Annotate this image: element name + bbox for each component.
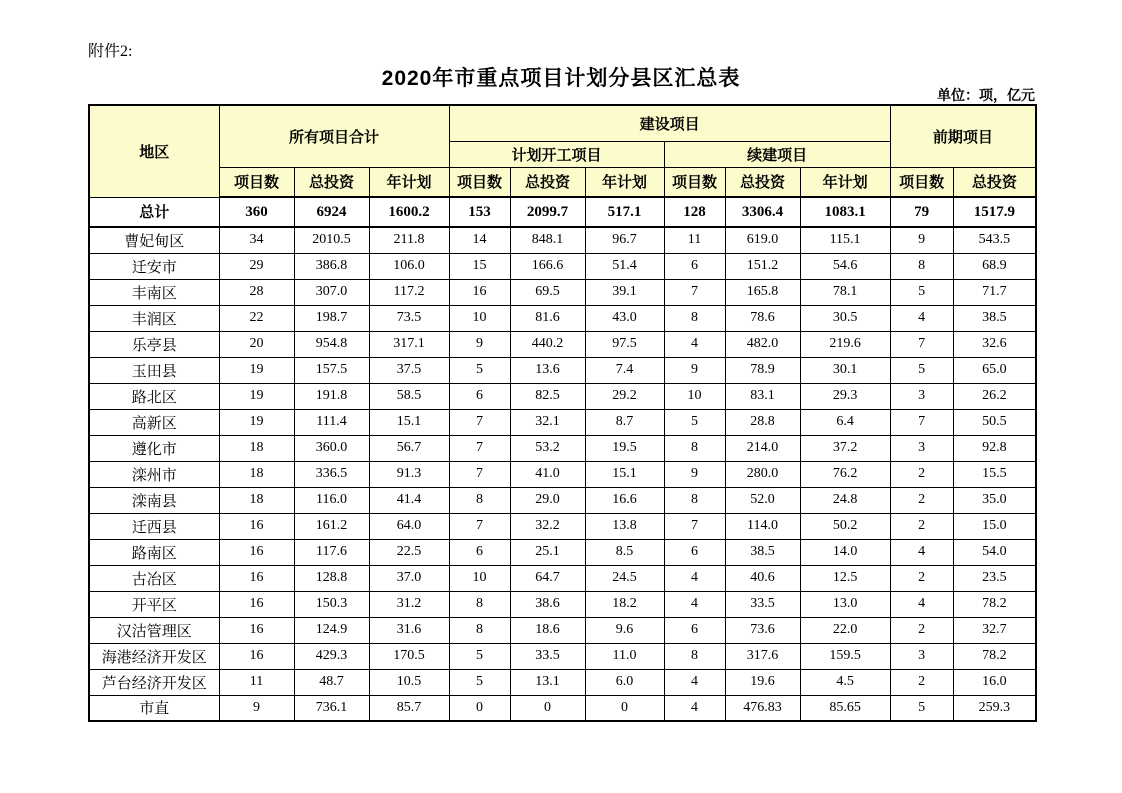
col-header-total-investment: 总投资 <box>725 167 800 197</box>
col-header-continued-projects: 续建项目 <box>664 141 890 167</box>
value-cell: 41.4 <box>369 487 449 513</box>
value-cell: 53.2 <box>510 435 585 461</box>
region-cell: 迁安市 <box>89 253 219 279</box>
value-cell: 13.0 <box>800 591 890 617</box>
table-row <box>89 487 1036 513</box>
value-cell: 4 <box>890 305 953 331</box>
value-cell: 41.0 <box>510 461 585 487</box>
value-cell: 24.8 <box>800 487 890 513</box>
table-row <box>89 669 1036 695</box>
value-cell: 11.0 <box>585 643 664 669</box>
col-header-project-count: 项目数 <box>890 167 953 197</box>
value-cell: 32.7 <box>953 617 1036 643</box>
table-row <box>89 617 1036 643</box>
value-cell: 68.9 <box>953 253 1036 279</box>
value-cell: 259.3 <box>953 695 1036 721</box>
value-cell: 2 <box>890 565 953 591</box>
value-cell: 6 <box>449 383 510 409</box>
value-cell: 8 <box>449 591 510 617</box>
value-cell: 8 <box>890 253 953 279</box>
value-cell: 16 <box>219 565 294 591</box>
value-cell: 9 <box>664 461 725 487</box>
value-cell: 2 <box>890 513 953 539</box>
value-cell: 4 <box>664 695 725 721</box>
col-header-project-count: 项目数 <box>449 167 510 197</box>
value-cell: 19 <box>219 357 294 383</box>
value-cell: 73.6 <box>725 617 800 643</box>
value-cell: 157.5 <box>294 357 369 383</box>
value-cell: 8 <box>449 487 510 513</box>
value-cell: 16 <box>219 513 294 539</box>
value-cell: 8 <box>664 643 725 669</box>
col-header-annual-plan: 年计划 <box>369 167 449 197</box>
value-cell: 166.6 <box>510 253 585 279</box>
value-cell: 37.0 <box>369 565 449 591</box>
col-header-project-count: 项目数 <box>664 167 725 197</box>
value-cell: 52.0 <box>725 487 800 513</box>
value-cell: 28 <box>219 279 294 305</box>
value-cell: 33.5 <box>510 643 585 669</box>
value-cell: 0 <box>449 695 510 721</box>
col-header-annual-plan: 年计划 <box>800 167 890 197</box>
region-cell: 丰润区 <box>89 305 219 331</box>
value-cell: 78.2 <box>953 591 1036 617</box>
col-header-annual-plan: 年计划 <box>585 167 664 197</box>
value-cell: 619.0 <box>725 227 800 253</box>
value-cell: 69.5 <box>510 279 585 305</box>
value-cell: 1083.1 <box>800 197 890 227</box>
value-cell: 111.4 <box>294 409 369 435</box>
value-cell: 848.1 <box>510 227 585 253</box>
value-cell: 78.1 <box>800 279 890 305</box>
value-cell: 78.9 <box>725 357 800 383</box>
value-cell: 18.6 <box>510 617 585 643</box>
value-cell: 9 <box>449 331 510 357</box>
value-cell: 211.8 <box>369 227 449 253</box>
table-row <box>89 591 1036 617</box>
value-cell: 151.2 <box>725 253 800 279</box>
value-cell: 85.65 <box>800 695 890 721</box>
value-cell: 7 <box>664 279 725 305</box>
value-cell: 13.1 <box>510 669 585 695</box>
table-row <box>89 305 1036 331</box>
col-header-preliminary-projects: 前期项目 <box>890 105 1036 167</box>
value-cell: 4.5 <box>800 669 890 695</box>
value-cell: 14 <box>449 227 510 253</box>
region-cell: 古冶区 <box>89 565 219 591</box>
value-cell: 51.4 <box>585 253 664 279</box>
value-cell: 78.6 <box>725 305 800 331</box>
value-cell: 386.8 <box>294 253 369 279</box>
value-cell: 91.3 <box>369 461 449 487</box>
table-row <box>89 695 1036 721</box>
value-cell: 10 <box>449 305 510 331</box>
value-cell: 1517.9 <box>953 197 1036 227</box>
value-cell: 32.2 <box>510 513 585 539</box>
region-cell: 市直 <box>89 695 219 721</box>
value-cell: 73.5 <box>369 305 449 331</box>
value-cell: 2099.7 <box>510 197 585 227</box>
region-cell: 路北区 <box>89 383 219 409</box>
value-cell: 65.0 <box>953 357 1036 383</box>
value-cell: 4 <box>664 591 725 617</box>
value-cell: 5 <box>449 643 510 669</box>
value-cell: 22.5 <box>369 539 449 565</box>
value-cell: 2 <box>890 617 953 643</box>
value-cell: 35.0 <box>953 487 1036 513</box>
value-cell: 79 <box>890 197 953 227</box>
value-cell: 8.7 <box>585 409 664 435</box>
value-cell: 7 <box>449 409 510 435</box>
value-cell: 159.5 <box>800 643 890 669</box>
value-cell: 307.0 <box>294 279 369 305</box>
value-cell: 37.2 <box>800 435 890 461</box>
table-row <box>89 331 1036 357</box>
region-cell: 总计 <box>89 197 219 227</box>
value-cell: 19 <box>219 383 294 409</box>
value-cell: 40.6 <box>725 565 800 591</box>
value-cell: 97.5 <box>585 331 664 357</box>
region-cell: 开平区 <box>89 591 219 617</box>
value-cell: 38.5 <box>725 539 800 565</box>
table-row <box>89 539 1036 565</box>
total-row <box>89 197 1036 227</box>
table-row <box>89 253 1036 279</box>
value-cell: 38.6 <box>510 591 585 617</box>
value-cell: 15.0 <box>953 513 1036 539</box>
value-cell: 429.3 <box>294 643 369 669</box>
value-cell: 1600.2 <box>369 197 449 227</box>
value-cell: 476.83 <box>725 695 800 721</box>
value-cell: 38.5 <box>953 305 1036 331</box>
value-cell: 360 <box>219 197 294 227</box>
value-cell: 50.2 <box>800 513 890 539</box>
value-cell: 198.7 <box>294 305 369 331</box>
value-cell: 115.1 <box>800 227 890 253</box>
value-cell: 153 <box>449 197 510 227</box>
value-cell: 117.2 <box>369 279 449 305</box>
region-cell: 玉田县 <box>89 357 219 383</box>
value-cell: 3306.4 <box>725 197 800 227</box>
value-cell: 280.0 <box>725 461 800 487</box>
value-cell: 33.5 <box>725 591 800 617</box>
value-cell: 64.7 <box>510 565 585 591</box>
value-cell: 9 <box>890 227 953 253</box>
value-cell: 15.1 <box>585 461 664 487</box>
unit-note: 单位：项，亿元 <box>937 87 1035 103</box>
value-cell: 5 <box>449 669 510 695</box>
value-cell: 31.2 <box>369 591 449 617</box>
value-cell: 7 <box>449 461 510 487</box>
value-cell: 82.5 <box>510 383 585 409</box>
value-cell: 18 <box>219 487 294 513</box>
value-cell: 19.5 <box>585 435 664 461</box>
table-row <box>89 357 1036 383</box>
col-header-total-investment: 总投资 <box>953 167 1036 197</box>
value-cell: 440.2 <box>510 331 585 357</box>
value-cell: 32.1 <box>510 409 585 435</box>
value-cell: 56.7 <box>369 435 449 461</box>
value-cell: 16 <box>449 279 510 305</box>
value-cell: 7 <box>449 513 510 539</box>
value-cell: 8.5 <box>585 539 664 565</box>
col-header-total-investment: 总投资 <box>294 167 369 197</box>
table-row <box>89 279 1036 305</box>
value-cell: 13.8 <box>585 513 664 539</box>
table-row <box>89 565 1036 591</box>
value-cell: 64.0 <box>369 513 449 539</box>
value-cell: 191.8 <box>294 383 369 409</box>
value-cell: 4 <box>890 539 953 565</box>
table-row <box>89 435 1036 461</box>
value-cell: 128 <box>664 197 725 227</box>
value-cell: 16 <box>219 539 294 565</box>
value-cell: 124.9 <box>294 617 369 643</box>
summary-table <box>88 104 1037 722</box>
value-cell: 736.1 <box>294 695 369 721</box>
value-cell: 6.4 <box>800 409 890 435</box>
value-cell: 16.0 <box>953 669 1036 695</box>
value-cell: 54.0 <box>953 539 1036 565</box>
value-cell: 4 <box>890 591 953 617</box>
value-cell: 32.6 <box>953 331 1036 357</box>
value-cell: 4 <box>664 331 725 357</box>
col-header-region: 地区 <box>89 105 219 197</box>
value-cell: 14.0 <box>800 539 890 565</box>
value-cell: 2 <box>890 487 953 513</box>
value-cell: 7 <box>890 331 953 357</box>
value-cell: 317.6 <box>725 643 800 669</box>
value-cell: 22 <box>219 305 294 331</box>
region-cell: 海港经济开发区 <box>89 643 219 669</box>
value-cell: 54.6 <box>800 253 890 279</box>
region-cell: 高新区 <box>89 409 219 435</box>
value-cell: 8 <box>664 487 725 513</box>
value-cell: 25.1 <box>510 539 585 565</box>
value-cell: 106.0 <box>369 253 449 279</box>
value-cell: 28.8 <box>725 409 800 435</box>
region-cell: 曹妃甸区 <box>89 227 219 253</box>
value-cell: 5 <box>449 357 510 383</box>
value-cell: 81.6 <box>510 305 585 331</box>
page-title: 2020年市重点项目计划分县区汇总表 <box>381 67 741 90</box>
value-cell: 15.5 <box>953 461 1036 487</box>
value-cell: 7 <box>890 409 953 435</box>
value-cell: 29.2 <box>585 383 664 409</box>
value-cell: 128.8 <box>294 565 369 591</box>
value-cell: 219.6 <box>800 331 890 357</box>
value-cell: 3 <box>890 383 953 409</box>
value-cell: 19.6 <box>725 669 800 695</box>
value-cell: 26.2 <box>953 383 1036 409</box>
col-header-total-investment: 总投资 <box>510 167 585 197</box>
col-header-all-projects-total: 所有项目合计 <box>219 105 449 167</box>
col-header-construction-projects: 建设项目 <box>449 105 890 141</box>
col-header-project-count: 项目数 <box>219 167 294 197</box>
value-cell: 3 <box>890 643 953 669</box>
value-cell: 78.2 <box>953 643 1036 669</box>
value-cell: 9 <box>664 357 725 383</box>
value-cell: 2010.5 <box>294 227 369 253</box>
value-cell: 71.7 <box>953 279 1036 305</box>
value-cell: 170.5 <box>369 643 449 669</box>
value-cell: 6 <box>664 253 725 279</box>
value-cell: 2 <box>890 461 953 487</box>
value-cell: 4 <box>664 565 725 591</box>
value-cell: 39.1 <box>585 279 664 305</box>
table-row <box>89 461 1036 487</box>
region-cell: 路南区 <box>89 539 219 565</box>
value-cell: 8 <box>664 435 725 461</box>
value-cell: 5 <box>890 279 953 305</box>
value-cell: 15 <box>449 253 510 279</box>
value-cell: 23.5 <box>953 565 1036 591</box>
value-cell: 43.0 <box>585 305 664 331</box>
value-cell: 214.0 <box>725 435 800 461</box>
value-cell: 10.5 <box>369 669 449 695</box>
table-row <box>89 513 1036 539</box>
value-cell: 15.1 <box>369 409 449 435</box>
value-cell: 30.5 <box>800 305 890 331</box>
value-cell: 482.0 <box>725 331 800 357</box>
value-cell: 20 <box>219 331 294 357</box>
value-cell: 11 <box>664 227 725 253</box>
value-cell: 34 <box>219 227 294 253</box>
value-cell: 114.0 <box>725 513 800 539</box>
value-cell: 16.6 <box>585 487 664 513</box>
value-cell: 96.7 <box>585 227 664 253</box>
value-cell: 16 <box>219 591 294 617</box>
value-cell: 2 <box>890 669 953 695</box>
value-cell: 161.2 <box>294 513 369 539</box>
value-cell: 11 <box>219 669 294 695</box>
value-cell: 24.5 <box>585 565 664 591</box>
value-cell: 150.3 <box>294 591 369 617</box>
region-cell: 滦州市 <box>89 461 219 487</box>
value-cell: 0 <box>585 695 664 721</box>
value-cell: 7 <box>449 435 510 461</box>
value-cell: 0 <box>510 695 585 721</box>
value-cell: 76.2 <box>800 461 890 487</box>
region-cell: 遵化市 <box>89 435 219 461</box>
region-cell: 滦南县 <box>89 487 219 513</box>
value-cell: 19 <box>219 409 294 435</box>
value-cell: 6 <box>664 617 725 643</box>
col-header-planned-start-projects: 计划开工项目 <box>449 141 664 167</box>
value-cell: 18 <box>219 461 294 487</box>
value-cell: 18.2 <box>585 591 664 617</box>
value-cell: 37.5 <box>369 357 449 383</box>
value-cell: 336.5 <box>294 461 369 487</box>
value-cell: 31.6 <box>369 617 449 643</box>
value-cell: 9 <box>219 695 294 721</box>
value-cell: 5 <box>890 357 953 383</box>
region-cell: 丰南区 <box>89 279 219 305</box>
value-cell: 29.0 <box>510 487 585 513</box>
value-cell: 8 <box>664 305 725 331</box>
value-cell: 6.0 <box>585 669 664 695</box>
value-cell: 18 <box>219 435 294 461</box>
value-cell: 16 <box>219 617 294 643</box>
table-row <box>89 227 1036 253</box>
value-cell: 517.1 <box>585 197 664 227</box>
value-cell: 360.0 <box>294 435 369 461</box>
table-row <box>89 383 1036 409</box>
value-cell: 6 <box>449 539 510 565</box>
value-cell: 7 <box>664 513 725 539</box>
value-cell: 8 <box>449 617 510 643</box>
value-cell: 10 <box>449 565 510 591</box>
value-cell: 3 <box>890 435 953 461</box>
value-cell: 317.1 <box>369 331 449 357</box>
value-cell: 30.1 <box>800 357 890 383</box>
region-cell: 乐亭县 <box>89 331 219 357</box>
value-cell: 5 <box>890 695 953 721</box>
value-cell: 50.5 <box>953 409 1036 435</box>
value-cell: 13.6 <box>510 357 585 383</box>
value-cell: 92.8 <box>953 435 1036 461</box>
value-cell: 4 <box>664 669 725 695</box>
value-cell: 543.5 <box>953 227 1036 253</box>
region-cell: 迁西县 <box>89 513 219 539</box>
value-cell: 16 <box>219 643 294 669</box>
region-cell: 芦台经济开发区 <box>89 669 219 695</box>
value-cell: 6924 <box>294 197 369 227</box>
table-row <box>89 409 1036 435</box>
value-cell: 29.3 <box>800 383 890 409</box>
value-cell: 954.8 <box>294 331 369 357</box>
value-cell: 116.0 <box>294 487 369 513</box>
value-cell: 85.7 <box>369 695 449 721</box>
table-body <box>89 197 1036 721</box>
value-cell: 165.8 <box>725 279 800 305</box>
table-header <box>89 105 1036 197</box>
value-cell: 58.5 <box>369 383 449 409</box>
table-row <box>89 643 1036 669</box>
value-cell: 29 <box>219 253 294 279</box>
value-cell: 5 <box>664 409 725 435</box>
region-cell: 汉沽管理区 <box>89 617 219 643</box>
value-cell: 10 <box>664 383 725 409</box>
value-cell: 12.5 <box>800 565 890 591</box>
attachment-label: 附件2: <box>88 43 133 60</box>
value-cell: 6 <box>664 539 725 565</box>
value-cell: 117.6 <box>294 539 369 565</box>
value-cell: 83.1 <box>725 383 800 409</box>
value-cell: 48.7 <box>294 669 369 695</box>
value-cell: 7.4 <box>585 357 664 383</box>
value-cell: 9.6 <box>585 617 664 643</box>
value-cell: 22.0 <box>800 617 890 643</box>
